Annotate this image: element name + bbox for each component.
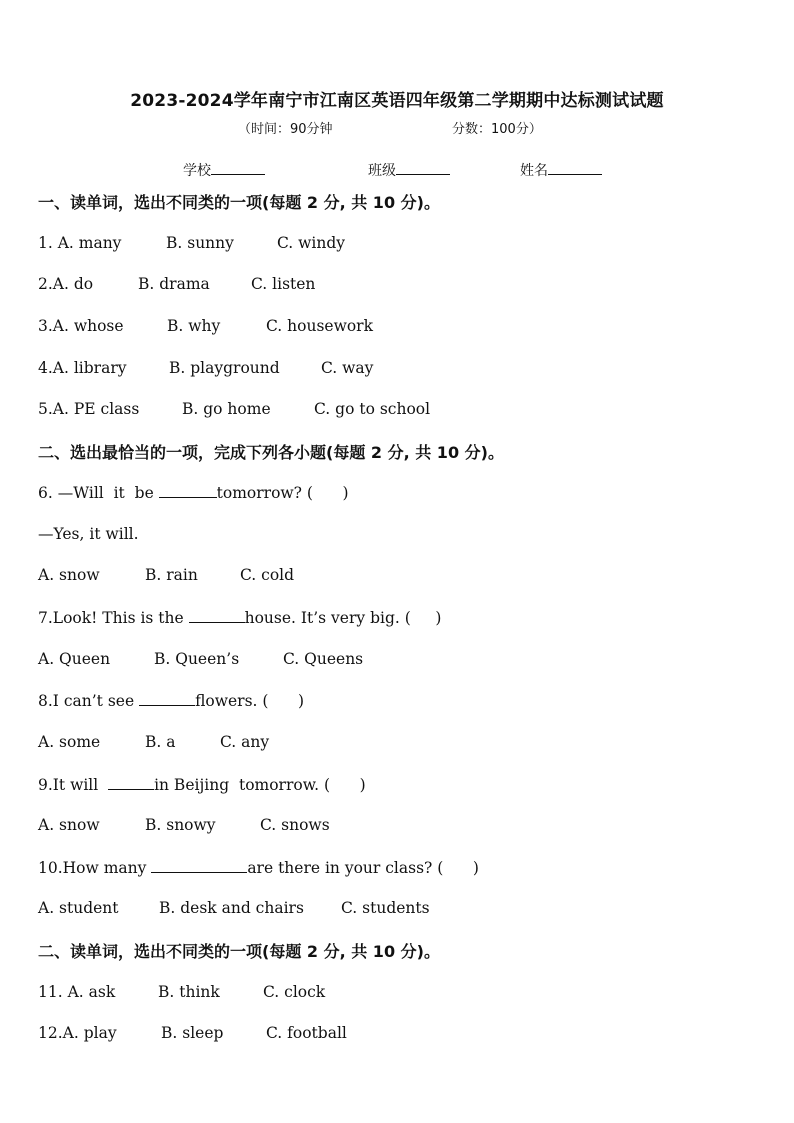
q9-stem: 9.It will in Beijing tomorrow. ( ) [38,776,366,794]
section-heading-2: 二、选出最恰当的一项，完成下列各小题(每题 2 分, 共 10 分)。 [38,443,504,462]
q5-option-a: 5.A. PE class [38,400,140,418]
q12-option-c: C. football [266,1024,347,1042]
q10-option-c: C. students [341,899,430,917]
q6-reply: —Yes, it will. [38,525,139,543]
q6-option-b: B. rain [145,566,198,584]
q9-blank[interactable] [108,775,154,790]
q3-option-b: B. why [167,317,221,335]
q10-option-b: B. desk and chairs [159,899,304,917]
q7-blank[interactable] [189,608,245,623]
school-field[interactable]: 学校 [183,160,265,180]
q4-option-b: B. playground [169,359,280,377]
q11-option-a: 11. A. ask [38,983,116,1001]
exam-time: （时间：90分钟 [238,122,333,137]
class-field[interactable]: 班级 [368,160,450,180]
q9-option-a: A. snow [38,816,100,834]
q6-option-a: A. snow [38,566,100,584]
q1-option-b: B. sunny [166,234,234,252]
q7-option-b: B. Queen’s [154,650,240,668]
q4-option-a: 4.A. library [38,359,127,377]
q7-stem: 7.Look! This is the house. It’s very big. ( ) [38,609,442,627]
q10-option-a: A. student [38,899,119,917]
q3-option-a: 3.A. whose [38,317,124,335]
section-heading-1: 一、读单词，选出不同类的一项(每题 2 分, 共 10 分)。 [38,193,440,212]
q5-option-c: C. go to school [314,400,431,418]
q9-option-b: B. snowy [145,816,216,834]
q6-option-c: C. cold [240,566,295,584]
q8-option-c: C. any [220,733,270,751]
exam-score: 分数：100分） [452,122,542,137]
section-heading-3: 二、读单词，选出不同类的一项(每题 2 分, 共 10 分)。 [38,942,440,961]
q4-option-c: C. way [321,359,374,377]
q2-option-a: 2.A. do [38,275,94,293]
q10-stem: 10.How many are there in your class? ( ) [38,859,479,877]
exam-title: 2023-2024学年南宁市江南区英语四年级第二学期期中达标测试试题 [130,91,664,111]
q7-option-c: C. Queens [283,650,364,668]
name-field[interactable]: 姓名 [520,160,602,180]
q6-stem: 6. —Will it be tomorrow? ( ) [38,484,349,502]
q8-stem: 8.I can’t see flowers. ( ) [38,692,305,710]
q10-blank[interactable] [151,858,247,873]
q6-blank[interactable] [159,483,217,498]
q12-option-a: 12.A. play [38,1024,117,1042]
q7-option-a: A. Queen [38,650,111,668]
q12-option-b: B. sleep [161,1024,224,1042]
q5-option-b: B. go home [182,400,271,418]
q9-option-c: C. snows [260,816,330,834]
q1-option-c: C. windy [277,234,346,252]
q2-option-b: B. drama [138,275,210,293]
q8-option-b: B. a [145,733,176,751]
q11-option-c: C. clock [263,983,326,1001]
q8-option-a: A. some [38,733,101,751]
q2-option-c: C. listen [251,275,316,293]
q1-option-a: 1. A. many [38,234,122,252]
q11-option-b: B. think [158,983,220,1001]
q8-blank[interactable] [139,691,195,706]
q3-option-c: C. housework [266,317,373,335]
